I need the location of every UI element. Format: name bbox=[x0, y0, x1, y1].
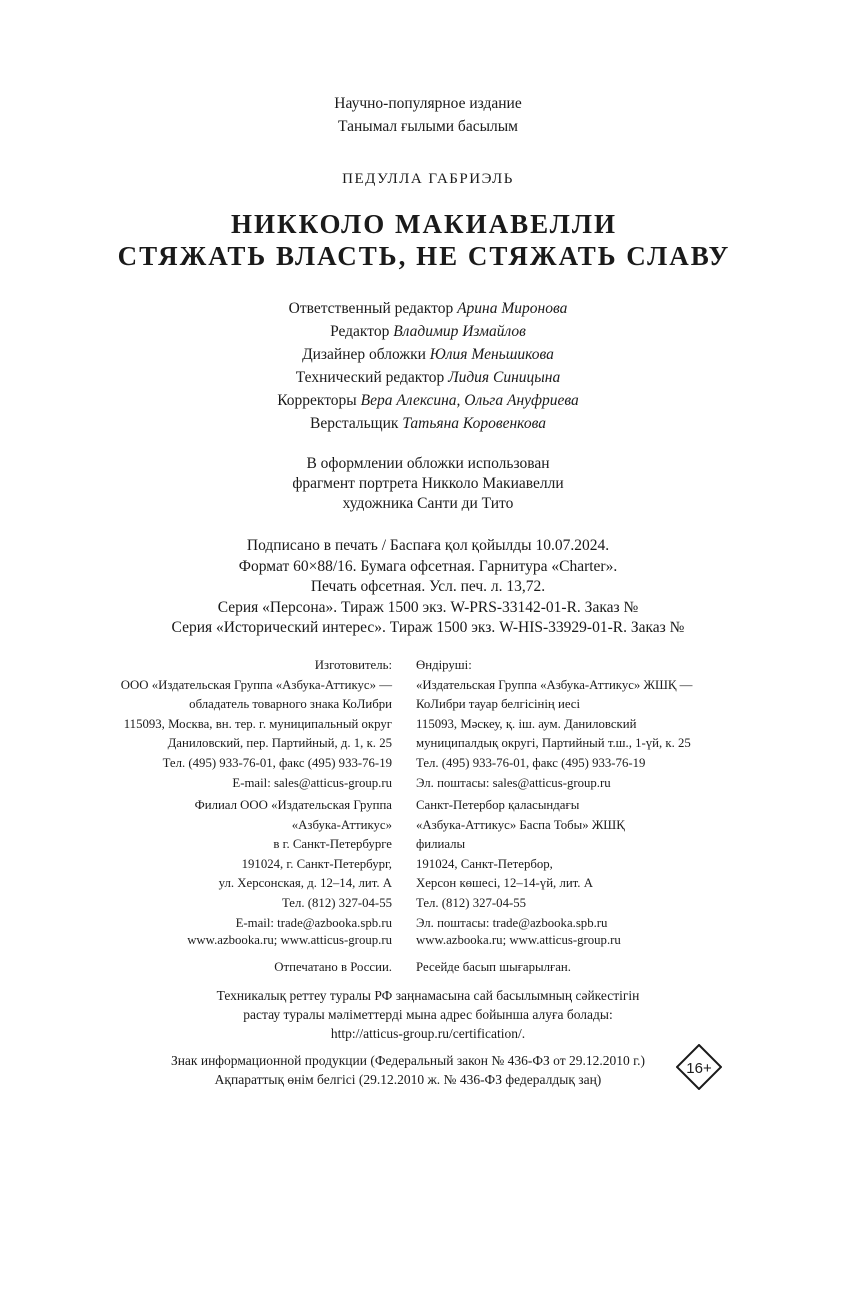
law-ru: Знак информационной продукции (Федеральный закон № 436-ФЗ от 29.12.2010 г.) bbox=[170, 1053, 646, 1068]
age-rating-badge bbox=[676, 1044, 722, 1090]
credit-line: Ответственный редактор Арина Миронова bbox=[288, 300, 568, 317]
printed-kz: Ресейде басып шығарылған. bbox=[416, 960, 571, 974]
credit-line: Технический редактор Лидия Синицына bbox=[295, 369, 561, 386]
branch-kz: Санкт-Петербор қаласындағы «Азбука-Аттикус» Баспа Тобы» ЖШҚ филиалы 191024, Санкт-Петербор, Херсон көшесі, 12–14-үй, лит. А Тел. (812) 327-04-55 Эл. поштасы: trade@azbooka.spb.ru bbox=[416, 798, 625, 930]
manufacturer-ru: Изготовитель: ООО «Издательская Группа «Азбука-Аттикус» — обладатель товарного знака КоЛибри 115093, Москва, вн. тер. г. муниципальный округ Даниловский, пер. Партийный, д. 1, к. 25 Тел. (495) 933-76-01, факс (495) 933-76-19 E-mail: sales@atticus-group.ru bbox=[120, 658, 392, 790]
author-name: ПЕДУЛЛА ГАБРИЭЛЬ bbox=[342, 171, 514, 187]
printed-ru: Отпечатано в России. bbox=[274, 960, 392, 974]
certification-link: http://atticus-group.ru/certification/. bbox=[330, 1026, 526, 1041]
credit-line: Дизайнер обложки Юлия Меньшикова bbox=[302, 346, 554, 363]
age-rating-text: 16+ bbox=[686, 1060, 712, 1077]
branch-ru: Филиал ООО «Издательская Группа «Азбука-Аттикус» в г. Санкт-Петербурге 191024, г. Санкт-Петербург, ул. Херсонская, д. 12–14, лит. А Тел. (812) 327-04-55 E-mail: trade@azbooka.spb.ru bbox=[194, 798, 392, 930]
law-kz: Ақпараттық өнім белгісі (29.12.2010 ж. № 436-ФЗ федералдық заң) bbox=[214, 1072, 602, 1087]
genre-ru: Научно-популярное издание bbox=[334, 95, 522, 112]
title-line-2: СТЯЖАТЬ ВЛАСТЬ, НЕ СТЯЖАТЬ СЛАВУ bbox=[117, 241, 731, 271]
genre-block bbox=[0, 92, 856, 138]
book-title bbox=[0, 208, 852, 272]
credit-line: Редактор Владимир Измайлов bbox=[330, 323, 526, 340]
websites-kz: www.azbooka.ru; www.atticus-group.ru bbox=[416, 933, 621, 947]
websites-ru: www.azbooka.ru; www.atticus-group.ru bbox=[187, 933, 392, 947]
title-line-1: НИККОЛО МАКИАВЕЛЛИ bbox=[231, 209, 617, 239]
cover-note: В оформлении обложки использован фрагмент портрета Никколо Макиавелли художника Санти ди Тито bbox=[292, 455, 564, 512]
print-info: Подписано в печать / Баспаға қол қойылды 10.07.2024. Формат 60×88/16. Бумага офсетная. Гарнитура «Charter». Печать офсетная. Усл. печ. л. 13,72. Серия «Персона». Тираж 1500 экз. W-PRS-33142-01-R. Заказ № Серия «Исторический интерес». Тираж 1500 экз. W-HIS-33929-01-R. Заказ № bbox=[171, 537, 685, 636]
credits-block bbox=[0, 297, 856, 435]
certification-note: Техникалық реттеу туралы РФ заңнамасына сай басылымның сәйкестігін растау туралы мәліметтерді мына адрес бойынша алуға болады: http://atticus-group.ru/certification/. bbox=[0, 986, 856, 1043]
credit-line: Верстальщик Татьяна Коровенкова bbox=[310, 415, 546, 432]
genre-kz: Танымал ғылыми басылым bbox=[338, 118, 518, 135]
credit-line: Корректоры Вера Алексина, Ольга Ануфриева bbox=[277, 392, 579, 409]
manufacturer-kz: Өндіруші: «Издательская Группа «Азбука-Аттикус» ЖШҚ — КоЛибри тауар белгісінің иесі 115093, Мәскеу, қ. іш. аум. Даниловский муниципалдық округі, Партийный т.ш., 1-үй, к. 25 Тел. (495) 933-76-01, факс (495) 933-76-19 Эл. поштасы: sales@atticus-group.ru bbox=[416, 658, 693, 790]
